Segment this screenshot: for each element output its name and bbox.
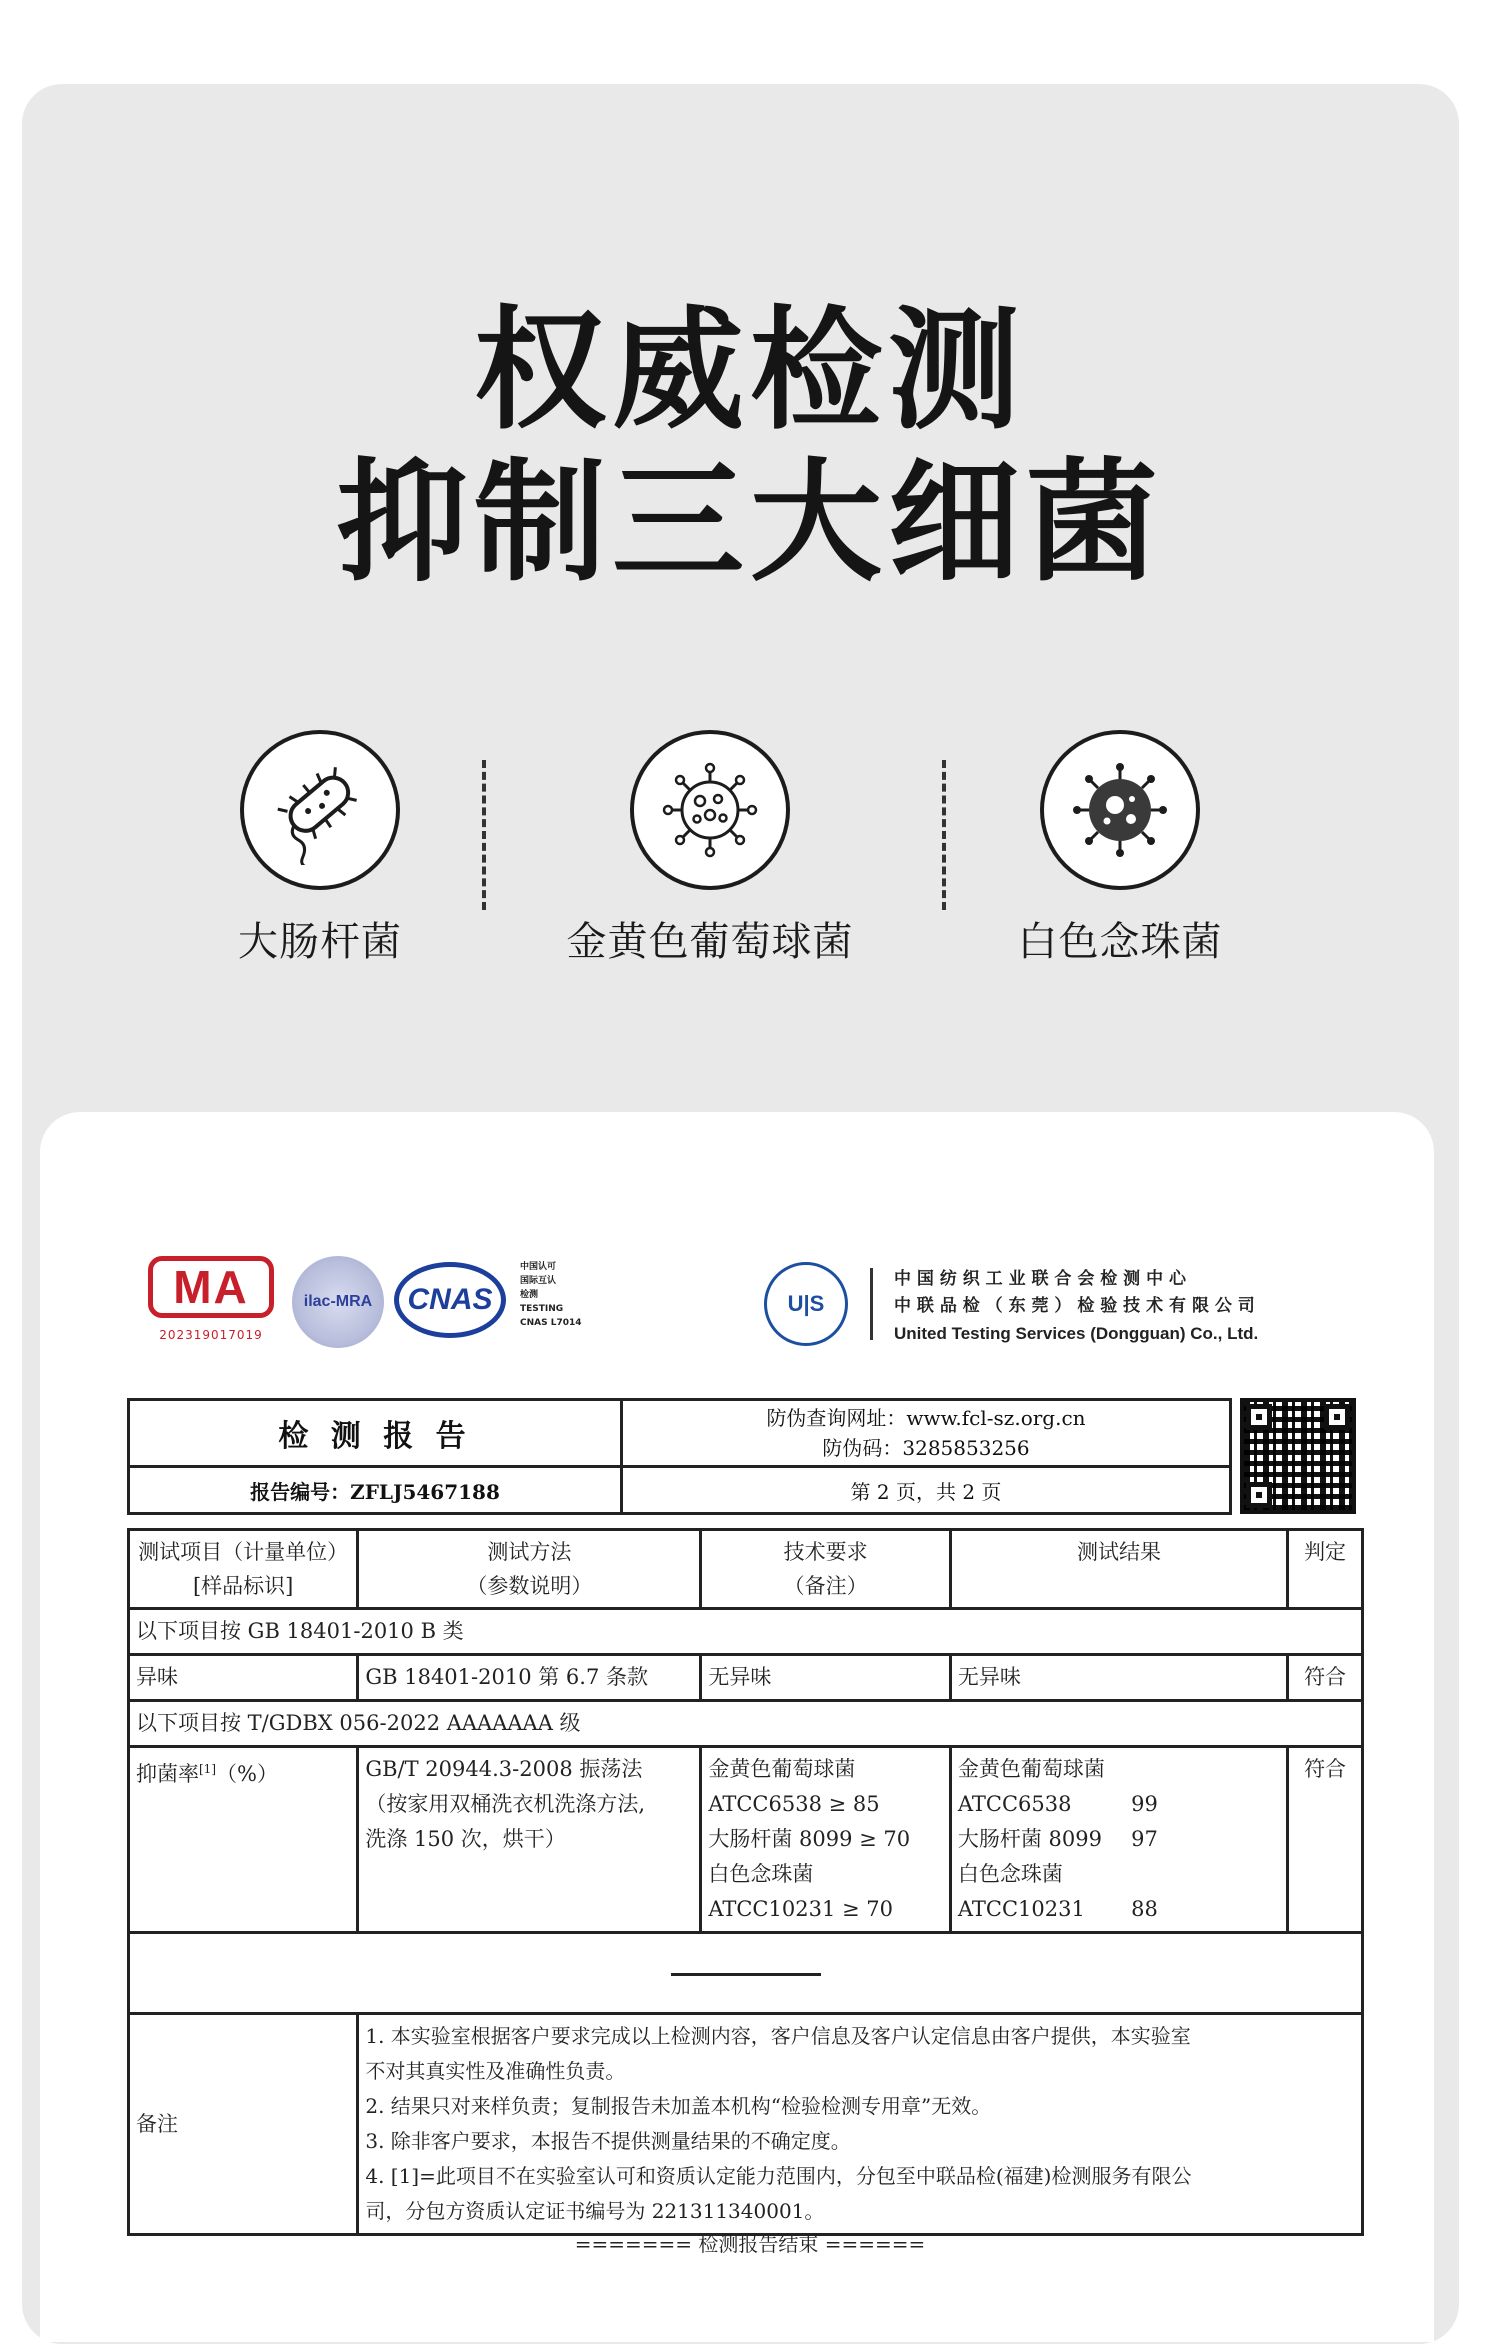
qr-code [1240, 1398, 1356, 1514]
bacteria-label: 大肠杆菌 [238, 919, 402, 965]
method-line: （按家用双桶洗衣机洗涤方法, [365, 1792, 646, 1816]
uts-logo [764, 1262, 848, 1346]
headline-line-1: 权威检测 [474, 294, 1026, 448]
qr-corner [1324, 1404, 1350, 1430]
cell-method [358, 1747, 701, 1933]
verify-url: 防伪查询网址：www.fcl-sz.org.cn [766, 1406, 1086, 1430]
headline-line-2: 抑制三大细菌 [336, 446, 1164, 600]
requirement-line: 金黄色葡萄球菌 [708, 1757, 856, 1781]
cell-requirement: 无异味 [701, 1655, 951, 1701]
result-strain: ATCC6538 [957, 1792, 1072, 1816]
bacteria-item-candida [950, 730, 1290, 967]
ilac-logo-text: ilac-MRA [303, 1293, 373, 1310]
result-line [958, 1892, 1280, 1927]
organization-name [894, 1266, 1258, 1347]
cnas-side-text [520, 1260, 582, 1330]
coccus-cluster-icon [630, 730, 790, 890]
result-line: 白色念珠菌 [957, 1862, 1063, 1886]
result-line [958, 1787, 1280, 1822]
table-separator-row [129, 1933, 1363, 2014]
cell-method: GB 18401-2010 第 6.7 条款 [358, 1655, 701, 1701]
cma-number: 202319017019 [159, 1328, 263, 1342]
cnas-logo [394, 1262, 506, 1338]
cnas-logo-text: CNAS [407, 1283, 493, 1316]
cell-result: 无异味 [950, 1655, 1287, 1701]
cell-verdict: 符合 [1288, 1747, 1363, 1933]
cma-logo [148, 1256, 274, 1318]
col-header-text: 测试项目（计量单位） [138, 1540, 349, 1564]
remarks-content [358, 2014, 1363, 2235]
cnas-side-line: TESTING [520, 1304, 564, 1314]
section-text: 以下项目按 GB 18401-2010 B 类 [129, 1609, 1363, 1655]
col-header-text: （备注） [783, 1574, 868, 1598]
report-header-table [127, 1398, 1232, 1515]
result-value: 99 [1131, 1792, 1158, 1816]
org-name-en: United Testing Services (Dongguan) Co., Ltd. [894, 1324, 1259, 1343]
cma-logo-text: MA [173, 1261, 249, 1313]
report-end-marker: ======= 检测报告结束 ====== [574, 2232, 926, 2256]
report-title: 检 测 报 告 [129, 1400, 622, 1467]
item-name: 抑菌率 [136, 1762, 199, 1786]
bacteria-label: 白色念珠菌 [1017, 919, 1223, 965]
remarks-label: 备注 [129, 2014, 358, 2235]
logo-separator [870, 1268, 873, 1340]
separator-cell [129, 1933, 1363, 2014]
table-row [129, 1747, 1363, 1933]
qr-corner [1246, 1404, 1272, 1430]
remarks-row [129, 2014, 1363, 2235]
col-header-requirement [701, 1530, 951, 1609]
report-number: 报告编号：ZFLJ5467188 [129, 1467, 622, 1514]
col-header-text: [样品标识] [192, 1574, 294, 1598]
cnas-side-line: 检测 [520, 1290, 539, 1300]
requirement-line: 大肠杆菌 8099 ≥ 70 [708, 1827, 911, 1851]
result-strain: ATCC10231 [957, 1897, 1085, 1921]
verify-code: 防伪码：3285853256 [822, 1436, 1030, 1460]
cnas-side-line: 国际互认 [520, 1276, 557, 1286]
method-line: 洗涤 150 次，烘干） [365, 1827, 566, 1851]
requirement-line: ATCC10231 ≥ 70 [708, 1897, 893, 1921]
bacteria-item-ecoli [150, 730, 490, 967]
col-header-method [358, 1530, 701, 1609]
cell-item [129, 1747, 358, 1933]
cell-verdict: 符合 [1288, 1655, 1363, 1701]
cell-item: 异味 [129, 1655, 358, 1701]
col-header-verdict: 判定 [1288, 1530, 1363, 1609]
section-text: 以下项目按 T/GDBX 056-2022 AAAAAAA 级 [129, 1701, 1363, 1747]
verify-info [622, 1400, 1231, 1467]
table-section-row [129, 1609, 1363, 1655]
table-section-row [129, 1701, 1363, 1747]
cell-requirement [701, 1747, 951, 1933]
remark-line: 司，分包方资质认定证书编号为 221311340001。 [365, 2199, 825, 2223]
col-header-text: 技术要求 [783, 1540, 868, 1564]
method-line: GB/T 20944.3-2008 振荡法 [365, 1757, 643, 1781]
remark-line: 4. [1]=此项目不在实验室认可和资质认定能力范围内，分包至中联品检(福建)检测服务有限公 [365, 2164, 1192, 2188]
dashed-divider [482, 760, 486, 910]
uts-logo-text: U|S [787, 1291, 825, 1316]
ilac-mra-logo [292, 1256, 384, 1348]
col-header-item [129, 1530, 358, 1609]
item-footnote: [1] [199, 1762, 216, 1776]
test-results-table [127, 1528, 1364, 2236]
rod-bacterium-icon [240, 730, 400, 890]
cnas-side-line: CNAS L7014 [520, 1318, 582, 1328]
table-header-row [129, 1530, 1363, 1609]
org-name-cn-2: 中 联 品 检 （ 东 莞 ） 检 验 技 术 有 限 公 司 [894, 1296, 1255, 1316]
bacteria-label: 金黄色葡萄球菌 [566, 919, 854, 965]
cnas-side-line: 中国认可 [520, 1262, 557, 1272]
dashed-divider [942, 760, 946, 910]
item-unit: （%） [216, 1762, 278, 1786]
requirement-line: 白色念珠菌 [708, 1862, 814, 1886]
result-value: 88 [1131, 1897, 1158, 1921]
table-row [129, 1655, 1363, 1701]
col-header-text: （参数说明） [466, 1574, 593, 1598]
cell-result [950, 1747, 1287, 1933]
col-header-result: 测试结果 [950, 1530, 1287, 1609]
org-name-cn-1: 中 国 纺 织 工 业 联 合 会 检 测 中 心 [894, 1269, 1187, 1289]
bacteria-item-staph [540, 730, 880, 967]
result-line [958, 1822, 1280, 1857]
remark-line: 不对其真实性及准确性负责。 [365, 2059, 626, 2083]
fungus-spore-icon [1040, 730, 1200, 890]
result-line: 金黄色葡萄球菌 [957, 1757, 1105, 1781]
separator-line [671, 1973, 821, 1976]
page-info: 第 2 页，共 2 页 [622, 1467, 1231, 1514]
col-header-text: 测试方法 [487, 1540, 572, 1564]
result-strain: 大肠杆菌 8099 [957, 1827, 1102, 1851]
result-value: 97 [1131, 1827, 1158, 1851]
remark-line: 1. 本实验室根据客户要求完成以上检测内容，客户信息及客户认定信息由客户提供，本实验室 [365, 2024, 1191, 2048]
qr-corner [1246, 1482, 1272, 1508]
remark-line: 2. 结果只对来样负责；复制报告未加盖本机构“检验检测专用章”无效。 [365, 2094, 992, 2118]
requirement-line: ATCC6538 ≥ 85 [708, 1792, 880, 1816]
remark-line: 3. 除非客户要求，本报告不提供测量结果的不确定度。 [365, 2129, 851, 2153]
